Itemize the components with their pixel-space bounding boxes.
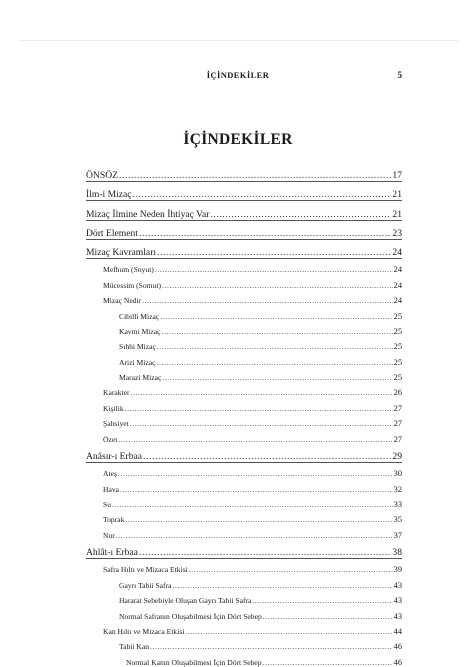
toc-entry-page: 44 — [393, 626, 402, 636]
toc-entry-label: Kavmi Mizaç — [119, 326, 161, 336]
running-header — [0, 70, 476, 84]
toc-entry-label: Mizaç İlmine Neden İhtiyaç Var — [86, 208, 210, 220]
page-number: 5 — [397, 70, 402, 80]
dot-leader — [131, 388, 393, 397]
toc-entry[interactable] — [86, 397, 402, 412]
toc-entry-page: 21 — [392, 208, 402, 220]
dot-leader — [157, 342, 393, 351]
dot-leader — [162, 373, 392, 382]
dot-leader — [189, 565, 393, 574]
toc-entry[interactable] — [86, 240, 402, 259]
toc-entry-label: Mizaç Nedir — [103, 296, 142, 306]
toc-entry-page: 39 — [393, 565, 402, 575]
dot-leader — [162, 281, 393, 290]
toc-entry-label: Ateş — [103, 469, 117, 479]
toc-entry-label: Özet — [103, 434, 118, 444]
toc-entry-label: Safra Hıltı ve Mizaca Etkisi — [103, 565, 188, 575]
dot-leader — [156, 358, 392, 367]
toc-entry-label: Kan Hıltı ve Mizaca Etkisi — [103, 626, 185, 636]
toc-entry-label: Su — [103, 499, 112, 509]
toc-entry[interactable] — [86, 221, 402, 240]
toc-entry[interactable] — [86, 367, 402, 382]
toc-entry-page: 27 — [393, 419, 402, 429]
dot-leader — [142, 296, 392, 305]
toc-entry-label: Mizaç Kavramları — [86, 246, 157, 258]
toc-entry-page: 26 — [393, 388, 402, 398]
toc-entry[interactable] — [86, 351, 402, 366]
table-of-contents — [86, 163, 402, 667]
dot-leader — [139, 228, 391, 239]
dot-leader — [150, 642, 393, 651]
toc-entry-page: 24 — [393, 296, 402, 306]
toc-entry-page: 37 — [393, 530, 402, 540]
dot-leader — [172, 581, 392, 590]
toc-entry-page: 25 — [393, 311, 402, 321]
dot-leader — [112, 500, 393, 509]
toc-entry-page: 24 — [393, 265, 402, 275]
toc-entry-page: 25 — [393, 326, 402, 336]
toc-entry[interactable] — [86, 509, 402, 524]
toc-entry[interactable] — [86, 290, 402, 305]
toc-entry-label: İlm-i Mizaç — [86, 189, 132, 201]
toc-entry-label: Normal Safranın Oluşabilmesi İçin Dört Sebep — [119, 611, 262, 621]
toc-entry-label: Marazi Mizaç — [119, 373, 162, 383]
dot-leader — [263, 612, 393, 621]
toc-entry-label: Hava — [103, 484, 120, 494]
toc-entry-label: Normal Kanın Oluşabilmesi İçin Dört Sebep — [126, 657, 262, 667]
toc-entry[interactable] — [86, 336, 402, 351]
toc-entry-label: Cibilli Mizaç — [119, 311, 160, 321]
toc-entry[interactable] — [86, 574, 402, 589]
toc-entry-page: 33 — [393, 499, 402, 509]
toc-entry-label: Mefhum (Soyut) — [103, 265, 154, 275]
toc-entry-label: Arizi Mizaç — [119, 357, 156, 367]
toc-entry-label: Mücessim (Somut) — [103, 280, 162, 290]
top-divider — [18, 40, 458, 41]
dot-leader — [252, 596, 392, 605]
toc-entry-label: Anâsır-ı Erbaa — [86, 450, 143, 462]
toc-entry-page: 46 — [393, 642, 402, 652]
toc-entry[interactable] — [86, 259, 402, 274]
toc-entry-page: 25 — [393, 342, 402, 352]
toc-entry[interactable] — [86, 444, 402, 463]
toc-entry-label: Tabii Kan — [119, 642, 150, 652]
toc-title: İÇİNDEKİLER — [183, 131, 293, 148]
dot-leader — [143, 451, 391, 462]
dot-leader — [160, 312, 392, 321]
toc-entry[interactable] — [86, 621, 402, 636]
toc-entry-label: Ahlât-ı Erbaa — [86, 546, 138, 558]
toc-entry[interactable] — [86, 382, 402, 397]
toc-entry-page: 38 — [392, 546, 402, 558]
toc-entry[interactable] — [86, 305, 402, 320]
dot-leader — [130, 419, 393, 428]
toc-entry[interactable] — [86, 605, 402, 620]
toc-entry-page: 29 — [392, 450, 402, 462]
dot-leader — [125, 515, 392, 524]
top-margin — [0, 0, 476, 40]
dot-leader — [118, 469, 393, 478]
toc-entry-page: 24 — [392, 246, 402, 258]
toc-entry-label: Toprak — [103, 515, 125, 525]
toc-entry-label: Dört Element — [86, 227, 138, 239]
running-title: İÇİNDEKİLER — [206, 70, 270, 80]
toc-entry-page: 43 — [393, 611, 402, 621]
toc-entry-page: 27 — [393, 403, 402, 413]
dot-leader — [118, 435, 392, 444]
dot-leader — [119, 170, 391, 181]
toc-entry-page: 25 — [393, 373, 402, 383]
toc-entry-label: Kişilik — [103, 403, 124, 413]
toc-entry[interactable] — [86, 636, 402, 651]
dot-leader — [139, 547, 391, 558]
toc-entry[interactable] — [86, 559, 402, 574]
dot-leader — [155, 265, 393, 274]
toc-entry[interactable] — [86, 478, 402, 493]
toc-entry-page: 32 — [393, 484, 402, 494]
toc-entry-page: 25 — [393, 357, 402, 367]
toc-entry[interactable] — [86, 274, 402, 289]
dot-leader — [157, 247, 391, 258]
dot-leader — [263, 658, 393, 667]
toc-entry[interactable] — [86, 182, 402, 201]
toc-entry[interactable] — [86, 163, 402, 182]
toc-entry[interactable] — [86, 540, 402, 559]
toc-entry-page: 46 — [393, 657, 402, 667]
toc-entry-page: 43 — [393, 596, 402, 606]
toc-entry[interactable] — [86, 413, 402, 428]
toc-entry-page: 35 — [393, 515, 402, 525]
dot-leader — [125, 404, 393, 413]
toc-entry-label: ÖNSÖZ — [86, 170, 118, 182]
toc-entry-label: Hararat Sebebiyle Oluşan Gayrı Tabii Safra — [119, 596, 252, 606]
dot-leader — [116, 531, 393, 540]
toc-entry[interactable] — [86, 524, 402, 539]
dot-leader — [133, 189, 392, 200]
toc-entry-label: Karakter — [103, 388, 130, 398]
toc-entry-page: 21 — [392, 189, 402, 201]
dot-leader — [210, 209, 391, 220]
toc-entry[interactable] — [86, 590, 402, 605]
toc-entry-page: 17 — [392, 170, 402, 182]
toc-entry[interactable] — [86, 321, 402, 336]
toc-entry-page: 27 — [393, 434, 402, 444]
toc-entry-label: Sıhhi Mizaç — [119, 342, 156, 352]
toc-entry[interactable] — [86, 494, 402, 509]
toc-entry[interactable] — [86, 463, 402, 478]
toc-entry-page: 43 — [393, 580, 402, 590]
toc-entry-page: 30 — [393, 469, 402, 479]
toc-entry[interactable] — [86, 651, 402, 666]
toc-entry[interactable] — [86, 201, 402, 220]
toc-entry-label: Şahsiyet — [103, 419, 129, 429]
toc-entry-label: Gayrı Tabii Safra — [119, 580, 172, 590]
toc-entry-page: 23 — [392, 227, 402, 239]
dot-leader — [162, 327, 393, 336]
dot-leader — [185, 627, 392, 636]
toc-entry-label: Nur — [103, 530, 115, 540]
dot-leader — [120, 485, 393, 494]
toc-entry[interactable] — [86, 428, 402, 443]
toc-entry-page: 24 — [393, 280, 402, 290]
